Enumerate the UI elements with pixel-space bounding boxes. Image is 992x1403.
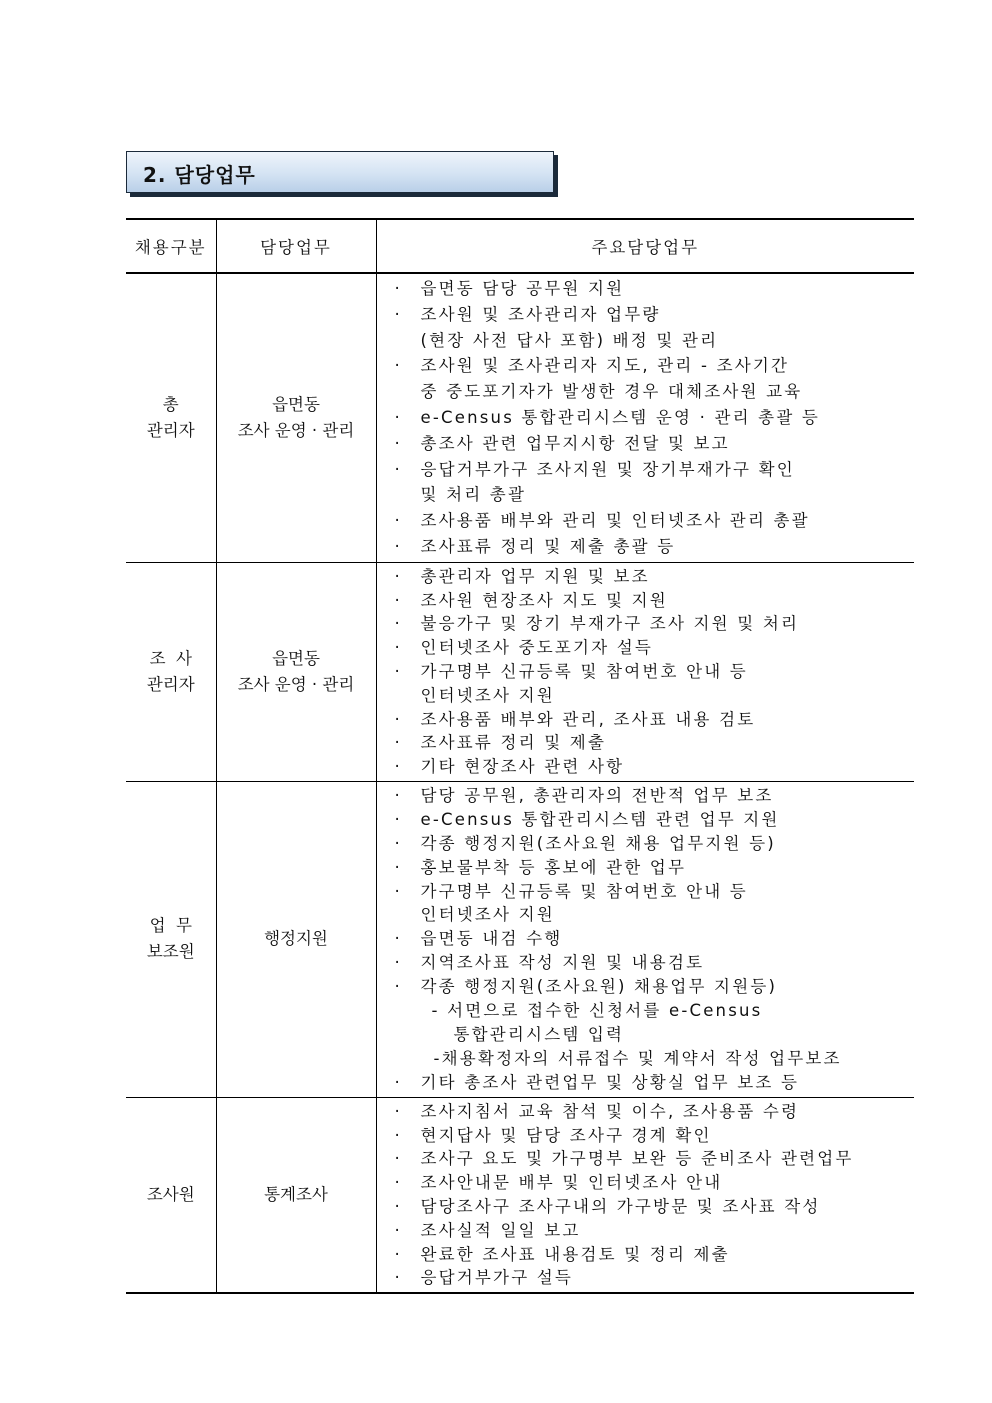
task-text: 조사용품 배부와 관리 및 인터넷조사 관리 총괄	[420, 511, 810, 531]
duty-line: 행정지원	[264, 929, 328, 949]
bullet: ·	[394, 1072, 402, 1092]
bullet: ·	[394, 638, 402, 658]
task-item	[395, 1219, 915, 1243]
bullet: ·	[394, 785, 402, 805]
task-text: 홍보물부착 등 홍보에 관한 업무	[420, 857, 687, 877]
task-text: 담당조사구 조사구내의 가구방문 및 조사표 작성	[420, 1196, 821, 1216]
bullet: ·	[394, 881, 402, 901]
bullet: ·	[394, 1125, 402, 1145]
task-subitem	[395, 1047, 915, 1071]
duty-line: 읍면동	[272, 394, 320, 414]
table-row	[126, 1097, 914, 1293]
category-line: 관리자	[146, 674, 195, 694]
task-text: 완료한 조사표 내용검토 및 정리 제출	[420, 1244, 730, 1264]
bullet: ·	[394, 1268, 402, 1288]
bullet: ·	[394, 590, 402, 610]
task-text: 조사표류 정리 및 제출 총괄 등	[420, 536, 676, 556]
task-item	[395, 975, 915, 999]
bullet: ·	[394, 304, 402, 324]
task-item	[395, 276, 915, 302]
subitem-text: - 서면으로 접수한 신청서를 e-Census	[431, 1001, 763, 1021]
task-text: (현장 사전 답사 포함) 배정 및 관리	[420, 330, 719, 350]
tasks-cell	[376, 781, 914, 1097]
bullet: ·	[394, 1173, 402, 1193]
category-cell	[126, 781, 216, 1097]
duty-cell	[216, 273, 376, 562]
bullet: ·	[394, 566, 402, 586]
task-text: 인터넷조사 지원	[420, 685, 555, 705]
bullet: ·	[394, 1149, 402, 1169]
task-item	[395, 1171, 915, 1195]
task-text: 및 처리 총괄	[420, 485, 527, 505]
header-main-tasks: 주요담당업무	[376, 219, 914, 273]
tasks-cell	[376, 273, 914, 562]
task-item	[395, 808, 915, 832]
task-item	[395, 431, 915, 457]
subitem-text: -채용확정자의 서류접수 및 계약서 작성 업무보조	[433, 1048, 842, 1068]
task-item	[395, 636, 915, 660]
bullet: ·	[394, 661, 402, 681]
bullet: ·	[394, 614, 402, 634]
bullet: ·	[394, 1220, 402, 1240]
task-item	[395, 353, 915, 405]
task-item	[395, 784, 915, 808]
task-item	[395, 856, 915, 880]
bullet: ·	[394, 1196, 402, 1216]
category-line: 조 사	[149, 648, 192, 668]
task-text: 응답거부가구 설득	[420, 1268, 574, 1288]
task-text: 조사실적 일일 보고	[420, 1220, 581, 1240]
category-cell	[126, 562, 216, 781]
task-text: 조사지침서 교육 참석 및 이수, 조사용품 수령	[420, 1101, 800, 1121]
category-line: 조사원	[146, 1184, 195, 1204]
task-text: 가구명부 신규등록 및 참여번호 안내 등	[420, 661, 748, 681]
bullet: ·	[394, 733, 402, 753]
task-text: 총조사 관련 업무지시항 전달 및 보고	[420, 433, 730, 453]
header-row	[126, 219, 914, 273]
bullet: ·	[394, 809, 402, 829]
bullet: ·	[394, 433, 402, 453]
table-row	[126, 781, 914, 1097]
bullet: ·	[394, 953, 402, 973]
task-text: 총관리자 업무 지원 및 보조	[420, 566, 650, 586]
category-line: 업 무	[149, 916, 192, 936]
bullet: ·	[394, 1244, 402, 1264]
duty-line: 조사 운영 · 관리	[237, 674, 355, 694]
task-item	[395, 1195, 915, 1219]
task-text: 각종 행정지원(조사요원 채용 업무지원 등)	[420, 833, 776, 853]
task-text: 읍면동 내검 수행	[420, 929, 563, 949]
task-item	[395, 1266, 915, 1290]
task-item	[395, 880, 915, 928]
task-text: 중 중도포기자가 발생한 경우 대체조사원 교육	[420, 382, 803, 402]
task-item	[395, 731, 915, 755]
bullet: ·	[394, 407, 402, 427]
category-line: 관리자	[146, 420, 195, 440]
task-item	[395, 1071, 915, 1095]
bullet: ·	[394, 757, 402, 777]
task-item	[395, 589, 915, 613]
section-title-box	[126, 151, 554, 193]
task-item	[395, 1124, 915, 1148]
category-line: 보조원	[146, 942, 195, 962]
duty-table	[126, 218, 914, 1294]
task-text: 조사원 현장조사 지도 및 지원	[420, 590, 668, 610]
task-item	[395, 951, 915, 975]
task-text: 기타 총조사 관련업무 및 상황실 업무 보조 등	[420, 1072, 800, 1092]
task-item	[395, 565, 915, 589]
task-text: 조사안내문 배부 및 인터넷조사 안내	[420, 1173, 723, 1193]
task-text: 각종 행정지원(조사요원) 채용업무 지원등)	[420, 977, 778, 997]
bullet: ·	[394, 929, 402, 949]
task-text: 인터넷조사 지원	[420, 905, 555, 925]
task-text: 조사구 요도 및 가구명부 보완 등 준비조사 관련업무	[420, 1149, 854, 1169]
bullet: ·	[394, 977, 402, 997]
task-text: 읍면동 담당 공무원 지원	[420, 279, 625, 298]
task-text: 조사표류 정리 및 제출	[420, 733, 607, 753]
bullet: ·	[394, 833, 402, 853]
task-text: 가구명부 신규등록 및 참여번호 안내 등	[420, 881, 748, 901]
task-item	[395, 534, 915, 560]
task-item	[395, 755, 915, 779]
bullet: ·	[394, 536, 402, 556]
task-text: 조사용품 배부와 관리, 조사표 내용 검토	[420, 709, 756, 729]
task-text: 현지답사 및 담당 조사구 경계 확인	[420, 1125, 712, 1145]
header-duty: 담당업무	[216, 219, 376, 273]
category-cell	[126, 273, 216, 562]
task-item	[395, 302, 915, 354]
task-text: 조사원 및 조사관리자 지도, 관리 - 조사기간	[420, 356, 790, 376]
task-item	[395, 927, 915, 951]
bullet: ·	[394, 709, 402, 729]
duty-cell	[216, 562, 376, 781]
task-text: 응답거부가구 조사지원 및 장기부재가구 확인	[420, 459, 795, 479]
duty-line: 조사 운영 · 관리	[237, 420, 355, 440]
task-item	[395, 832, 915, 856]
bullet: ·	[394, 857, 402, 877]
task-text: 조사원 및 조사관리자 업무량	[420, 304, 661, 324]
section-title: 2. 담당업무	[143, 163, 256, 187]
task-item	[395, 405, 915, 431]
task-item	[395, 1100, 915, 1124]
bullet: ·	[394, 356, 402, 376]
task-text: 지역조사표 작성 지원 및 내용검토	[420, 953, 705, 973]
subitem-text: 통합관리시스템 입력	[453, 1025, 625, 1044]
table-row	[126, 273, 914, 562]
table-row	[126, 562, 914, 781]
duty-cell	[216, 781, 376, 1097]
task-text: 기타 현장조사 관련 사항	[420, 757, 625, 777]
task-item	[395, 1243, 915, 1267]
duty-cell	[216, 1097, 376, 1293]
task-item	[395, 508, 915, 534]
task-item	[395, 612, 915, 636]
task-text: e-Census 통합관리시스템 관련 업무 지원	[420, 809, 780, 829]
category-cell	[126, 1097, 216, 1293]
duty-line: 통계조사	[264, 1184, 328, 1204]
bullet: ·	[394, 511, 402, 531]
tasks-cell	[376, 562, 914, 781]
task-item	[395, 1147, 915, 1171]
task-item	[395, 457, 915, 509]
task-subitem	[395, 999, 915, 1047]
task-text: 담당 공무원, 총관리자의 전반적 업무 보조	[420, 785, 774, 805]
task-item	[395, 660, 915, 708]
bullet: ·	[394, 279, 402, 298]
tasks-cell	[376, 1097, 914, 1293]
task-text: 불응가구 및 장기 부재가구 조사 지원 및 처리	[420, 614, 800, 634]
duty-line: 읍면동	[272, 648, 320, 668]
bullet: ·	[394, 1101, 402, 1121]
header-category: 채용구분	[126, 219, 216, 273]
task-text: e-Census 통합관리시스템 운영 · 관리 총괄 등	[420, 407, 821, 427]
category-line: 총	[162, 394, 179, 414]
task-text: 인터넷조사 중도포기자 설득	[420, 638, 654, 658]
bullet: ·	[394, 459, 402, 479]
task-item	[395, 708, 915, 732]
